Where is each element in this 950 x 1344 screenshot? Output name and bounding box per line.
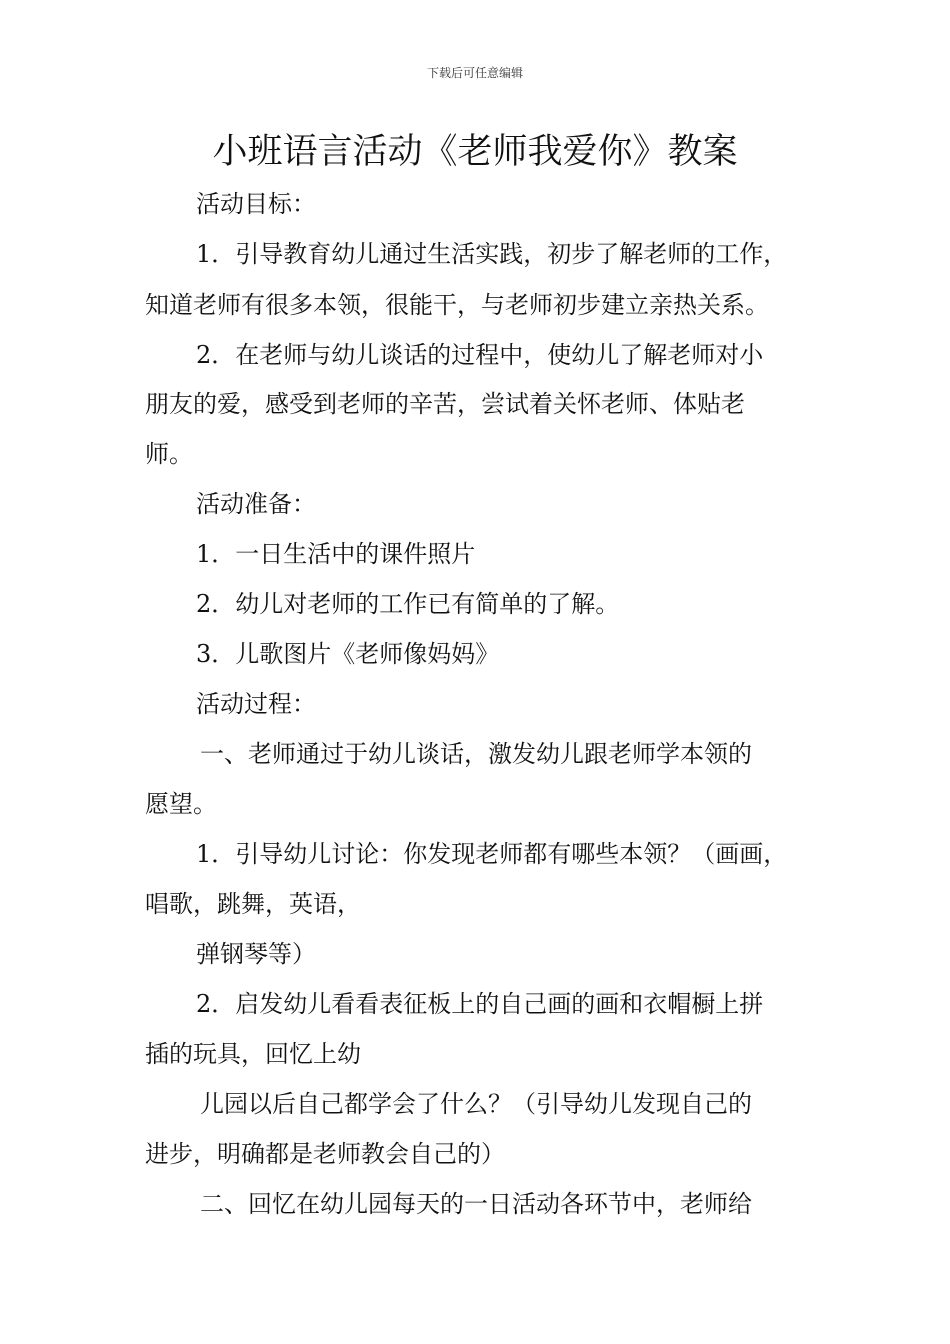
document-title: 小班语言活动《老师我爱你》教案	[212, 132, 738, 172]
paragraph-line: 知道老师有很多本领，很能干，与老师初步建立亲热关系。	[145, 291, 769, 319]
list-item: 1．一日生活中的课件照片	[196, 540, 476, 568]
section-heading-preparation: 活动准备：	[196, 490, 316, 518]
paragraph-line: 1．引导教育幼儿通过生活实践，初步了解老师的工作，	[196, 240, 788, 268]
paragraph-line: 儿园以后自己都学会了什么？（引导幼儿发现自己的	[200, 1090, 752, 1118]
paragraph-line: 2．在老师与幼儿谈话的过程中，使幼儿了解老师对小	[196, 341, 764, 369]
paragraph-line: 师。	[145, 440, 193, 468]
paragraph-line: 插的玩具，回忆上幼	[145, 1040, 361, 1068]
paragraph-line: 朋友的爱，感受到老师的辛苦，尝试着关怀老师、体贴老	[145, 390, 745, 418]
list-item: 2．幼儿对老师的工作已有简单的了解。	[196, 590, 620, 618]
paragraph-line: 弹钢琴等）	[196, 940, 316, 968]
section-heading-goals: 活动目标：	[196, 190, 316, 218]
paragraph-line: 唱歌，跳舞，英语，	[145, 890, 361, 918]
paragraph-line: 一、老师通过于幼儿谈话，激发幼儿跟老师学本领的	[200, 740, 752, 768]
paragraph-line: 2．启发幼儿看看表征板上的自己画的画和衣帽橱上拼	[196, 990, 764, 1018]
section-heading-process: 活动过程：	[196, 690, 316, 718]
paragraph-line: 进步，明确都是老师教会自己的）	[145, 1140, 505, 1168]
header-note: 下载后可任意编辑	[426, 66, 523, 80]
paragraph-line: 二、回忆在幼儿园每天的一日活动各环节中，老师给	[200, 1190, 752, 1218]
paragraph-line: 1．引导幼儿讨论：你发现老师都有哪些本领？（画画，	[196, 840, 788, 868]
list-item: 3．儿歌图片《老师像妈妈》	[196, 640, 500, 668]
paragraph-line: 愿望。	[145, 790, 217, 818]
